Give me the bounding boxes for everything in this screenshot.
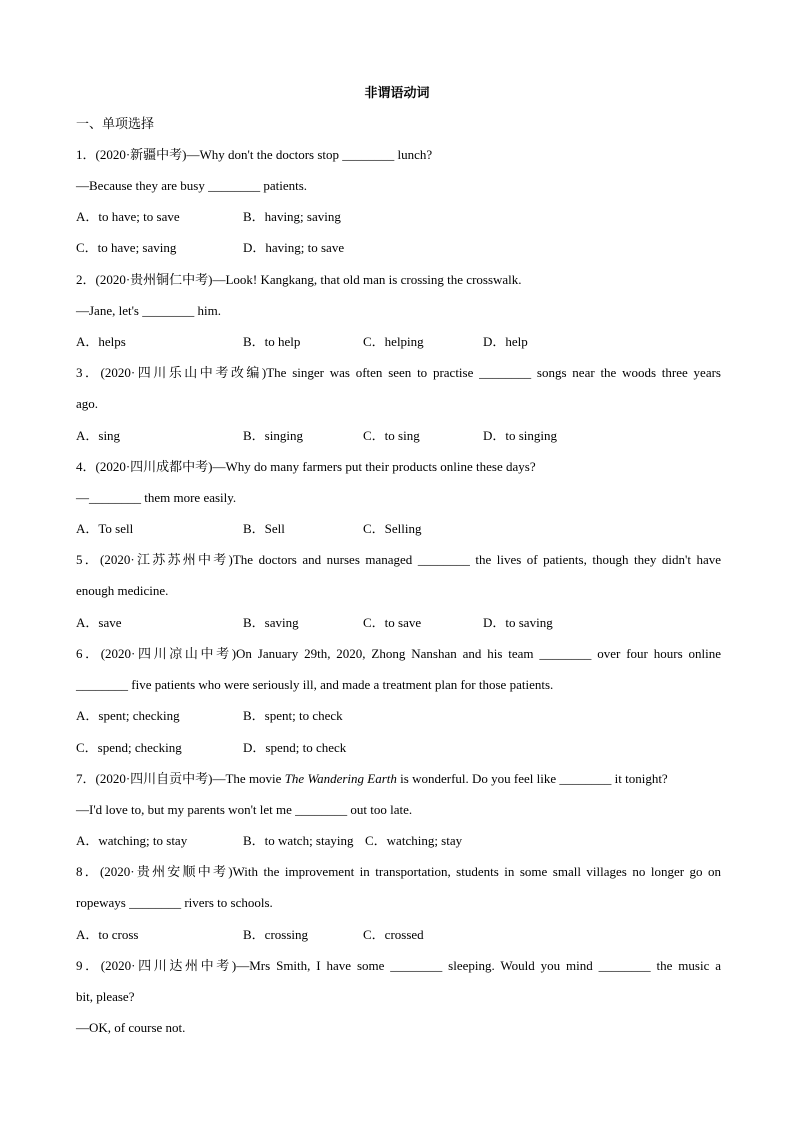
question-1-option-a: A．to have; to save [76,209,180,224]
question-5-stem: 5．(2020·江苏苏州中考)The doctors and nurses managed ________ the lives of patients, though they didn't have [76,552,721,567]
question-3-option-c: C．to sing [363,428,420,443]
question-2-option-a: A．helps [76,334,126,349]
question-5-option-b: B．saving [243,615,299,630]
question-5-option-c: C．to save [363,615,422,630]
question-2-stem: 2．(2020·贵州铜仁中考)—Look! Kangkang, that old man is crossing the crosswalk. [76,272,522,287]
question-3-option-b: B．singing [243,428,303,443]
question-5-option-a: A．save [76,615,122,630]
question-8-option-b: B．crossing [243,927,309,942]
question-9-stem-line3: —OK, of course not. [76,1020,186,1035]
question-6-option-b: B．spent; to check [243,708,343,723]
question-6-option-a: A．spent; checking [76,708,180,723]
question-1-option-d: D．having; to save [243,240,345,255]
page-title: 非谓语动词 [364,85,430,100]
question-2-option-b: B．to help [243,334,301,349]
question-7-stem [76,770,721,788]
question-2-stem-line2: —Jane, let's ________ him. [76,303,221,318]
question-4-stem: 4．(2020·四川成都中考)—Why do many farmers put their products online these days? [76,459,536,474]
question-1-option-b: B．having; saving [243,209,341,224]
question-6-option-d: D．spend; to check [243,740,347,755]
question-3-option-a: A．sing [76,428,121,443]
section-heading: 一、单项选择 [76,116,155,131]
question-7-option-b: B．to watch; staying [243,833,354,848]
question-4-option-c: C．Selling [363,521,422,536]
question-1-option-c: C．to have; saving [76,240,177,255]
question-6-stem-line2: ________ five patients who were seriously ill, and made a treatment plan for those patients. [76,677,554,692]
question-7-option-c: C．watching; stay [365,833,463,848]
question-7-stem-pre: 7．(2020·四川自贡中考)—The movie [76,771,285,786]
question-8-stem-line2: ropeways ________ rivers to schools. [76,895,273,910]
question-7-movie-title: The Wandering Earth [284,771,397,786]
question-8-stem: 8．(2020·贵州安顺中考)With the improvement in transportation, students in some small villages no longer go on [76,864,721,879]
question-4-stem-line2: —________ them more easily. [76,490,237,505]
question-1-stem-line2: —Because they are busy ________ patients. [76,178,308,193]
question-7-stem-post: is wonderful. Do you feel like ________ it tonight? [396,771,668,786]
question-8-option-c: C．crossed [363,927,424,942]
question-7-option-a: A．watching; to stay [76,833,188,848]
question-3-stem-line2: ago. [76,396,99,411]
question-7-stem-line2: —I'd love to, but my parents won't let me ________ out too late. [76,802,413,817]
question-9-stem: 9．(2020·四川达州中考)—Mrs Smith, I have some ________ sleeping. Would you mind ________ the music a [76,958,721,973]
question-2-option-c: C．helping [363,334,424,349]
question-5-option-d: D．to saving [483,615,553,630]
question-3-option-d: D．to singing [483,428,558,443]
question-2-option-d: D．help [483,334,528,349]
question-9-stem-line2: bit, please? [76,989,135,1004]
question-6-stem: 6．(2020·四川凉山中考)On January 29th, 2020, Zhong Nanshan and his team ________ over four hours online [76,646,721,661]
question-8-option-a: A．to cross [76,927,139,942]
question-1-stem: 1．(2020·新疆中考)—Why don't the doctors stop ________ lunch? [76,147,433,162]
question-4-option-b: B．Sell [243,521,285,536]
question-6-option-c: C．spend; checking [76,740,182,755]
question-4-option-a: A．To sell [76,521,134,536]
question-5-stem-line2: enough medicine. [76,583,169,598]
question-3-stem: 3．(2020·四川乐山中考改编)The singer was often seen to practise ________ songs near the woods three years [76,365,721,380]
